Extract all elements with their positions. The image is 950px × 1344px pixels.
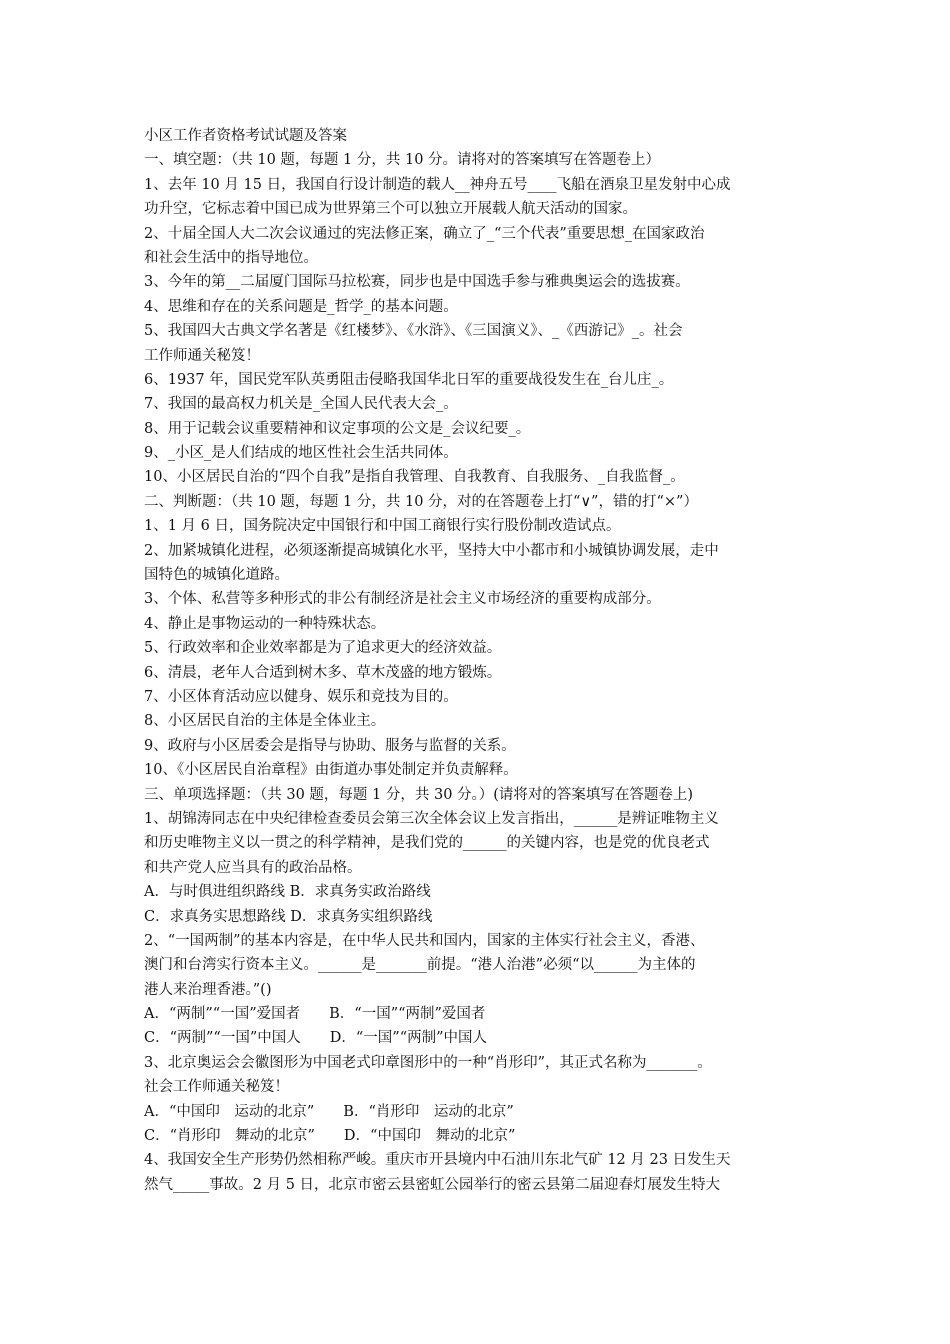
text-line: 9、_小区_是人们结成的地区性社会生活共同体。 <box>144 445 458 462</box>
text-line: C．“肖形印 舞动的北京” D．“中国印 舞动的北京” <box>144 1128 516 1145</box>
document-page <box>144 124 814 1197</box>
text-line: 4、思维和存在的关系问题是_哲学_的基本问题。 <box>144 298 458 315</box>
text-line: A．与时俱进组织路线 B．求真务实政治路线 <box>144 884 431 901</box>
text-line: 6、1937 年，国民党军队英勇阻击侵略我国华北日军的重要战役发生在_台儿庄_。 <box>144 371 674 388</box>
text-line: 8、小区居民自治的主体是全体业主。 <box>144 713 386 730</box>
text-line: 9、政府与小区居委会是指导与协助、服务与监督的关系。 <box>144 737 516 754</box>
text-line: 和历史唯物主义以一贯之的科学精神，是我们党的______的关键内容，也是党的优良老式 <box>144 835 710 852</box>
text-line: 社会工作师通关秘笈！ <box>144 1079 289 1096</box>
text-line: 澳门和台湾实行资本主义。______是_______前提。“港人治港”必须“以______为主体的 <box>144 957 696 974</box>
document-title: 小区工作者资格考试试题及答案 <box>144 128 347 144</box>
text-line: 功升空，它标志着中国已成为世界第三个可以独立开展载人航天活动的国家。 <box>144 201 637 218</box>
text-line: C．求真务实思想路线 D．求真务实组织路线 <box>144 908 433 925</box>
text-line: 一、填空题：（共 10 题，每题 1 分，共 10 分。请将对的答案填写在答题卷上） <box>144 152 661 169</box>
text-line: 然气_____事故。2 月 5 日，北京市密云县密虹公园举行的密云县第二届迎春灯展发生特大 <box>144 1176 721 1193</box>
text-line: 4、静止是事物运动的一种特殊状态。 <box>144 615 386 632</box>
text-line: 1、胡锦涛同志在中央纪律检查委员会第三次全体会议上发言指出，______是辨证唯物主义 <box>144 810 719 827</box>
text-line: 港人来治理香港。”() <box>144 981 272 998</box>
text-line: 3、今年的第__二届厦门国际马拉松赛，同步也是中国选手参与雅典奥运会的选拔赛。 <box>144 274 690 291</box>
text-line: C．“两制”“一国”中国人 D．“一国”“两制”中国人 <box>144 1030 488 1047</box>
text-line: 7、小区体育活动应以健身、娱乐和竞技为目的。 <box>144 688 458 705</box>
text-line: 1、去年 10 月 15 日，我国自行设计制造的载人__神舟五号____飞船在酒泉卫星发射中心成 <box>144 176 731 193</box>
text-line: 5、我国四大古典文学名著是《红楼梦》、《水浒》、《三国演义》、_《西游记》_。社会 <box>144 323 683 340</box>
text-line: 工作师通关秘笈！ <box>144 347 260 364</box>
text-line: 和社会生活中的指导地位。 <box>144 249 318 266</box>
text-line: 6、清晨，老年人合适到树木多、草木茂盛的地方锻炼。 <box>144 664 502 681</box>
text-line: 二、判断题：（共 10 题，每题 1 分，共 10 分，对的在答题卷上打“∨”，错的打“×”） <box>144 493 698 510</box>
text-line: A．“两制”“一国”爱国者 B．“一国”“两制”爱国者 <box>144 1006 486 1023</box>
text-line: 7、我国的最高权力机关是_全国人民代表大会_。 <box>144 396 458 413</box>
text-line: 10、小区居民自治的“四个自我”是指自我管理、自我教育、自我服务、_自我监督_。 <box>144 469 685 486</box>
text-line: 3、北京奥运会会徽图形为中国老式印章图形中的一种“肖形印”，其正式名称为_______。 <box>144 1054 712 1071</box>
text-line: 2、加紧城镇化进程，必须逐渐提高城镇化水平，坚持大中小都市和小城镇协调发展，走中 <box>144 542 719 559</box>
text-line: A．“中国印 运动的北京” B．“肖形印 运动的北京” <box>144 1103 514 1120</box>
text-line: 8、用于记载会议重要精神和议定事项的公文是_会议纪要_。 <box>144 420 531 437</box>
text-line: 4、我国安全生产形势仍然相称严峻。重庆市开县境内中石油川东北气矿 12 月 23 日发生天 <box>144 1152 731 1169</box>
text-line: 2、十届全国人大二次会议通过的宪法修正案，确立了_“三个代表”重要思想_在国家政治 <box>144 225 705 242</box>
text-line: 5、行政效率和企业效率都是为了追求更大的经济效益。 <box>144 640 502 657</box>
text-line: 1、1 月 6 日，国务院决定中国银行和中国工商银行实行股份制改造试点。 <box>144 518 621 535</box>
text-line: 2、“一国两制”的基本内容是，在中华人民共和国内，国家的主体实行社会主义，香港、 <box>144 932 705 949</box>
text-line: 3、个体、私营等多种形式的非公有制经济是社会主义市场经济的重要构成部分。 <box>144 591 661 608</box>
text-line: 10、《小区居民自治章程》由街道办事处制定并负责解释。 <box>144 762 518 779</box>
text-line: 三、单项选择题：（共 30 题，每题 1 分，共 30 分。）(请将对的答案填写在答题卷上) <box>144 786 694 803</box>
text-line: 和共产党人应当具有的政治品格。 <box>144 859 362 876</box>
text-line: 国特色的城镇化道路。 <box>144 567 289 584</box>
